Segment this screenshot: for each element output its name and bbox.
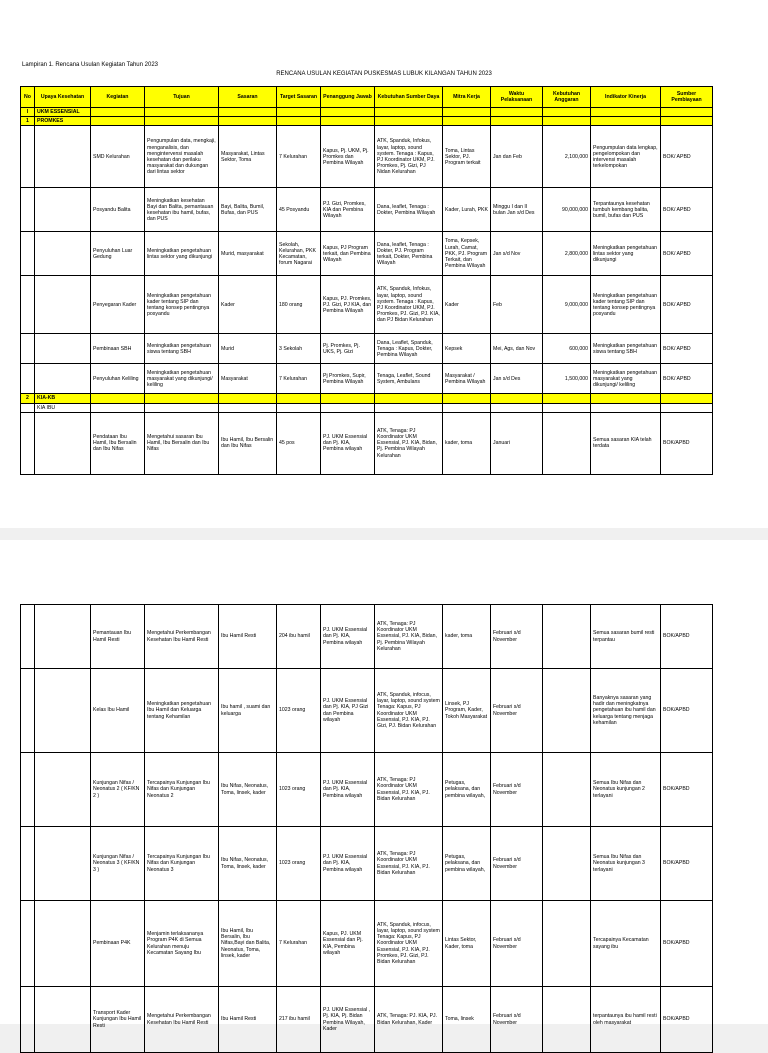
pj-cell: PJ. Gizi, Promkes, KIA dan Pembina Wilayah [321, 188, 375, 232]
sumber-cell: BOK/ APBD [661, 188, 713, 232]
sumber-cell: BOK/APBD [661, 412, 713, 474]
pj-cell: Kapus, PJ Program terkait, dan Pembina Wilayah [321, 232, 375, 276]
col-header: Target Sasaran [277, 87, 321, 108]
indikator-cell: Meningkatkan pengetahuan lintas sektor yang dikunjungi [591, 232, 661, 276]
empty-cell [491, 108, 543, 117]
table-row [21, 188, 713, 232]
empty-cell [543, 108, 591, 117]
sasaran-cell: Ibu Nifas, Neonatus, Toma, linsek, kader [219, 827, 277, 901]
no-cell [21, 669, 35, 753]
col-header: No [21, 87, 35, 108]
waktu-cell: Februari s/d November [491, 987, 543, 1053]
tujuan-cell: Meningkatkan pengetahuan masyarakat yang dikunjungi/ keliling [145, 364, 219, 394]
kegiatan-cell: Transport Kader Kunjungan Ibu Hamil Resti [91, 987, 145, 1053]
sasaran-cell: Ibu hamil , suami dan keluarga [219, 669, 277, 753]
activity-plan-table-continued [20, 604, 713, 1053]
waktu-cell: Februari s/d November [491, 827, 543, 901]
pj-cell: PJ. UKM Essensial dan Pj. KIA, Pembina wilayah [321, 827, 375, 901]
sumber-daya-cell: ATK, Spanduk, infocus, layar, laptop, sound system Tenaga: Kapus, PJ Koordinator UKM Essensial, PJ. KIA, PJ. Promkes, PJ. Gizi, PJ. Bidan Kelurahan [375, 901, 443, 987]
kegiatan-cell: Kunjungan Nifas / Neonatus 2 ( KF/KN 2 ) [91, 753, 145, 827]
empty-cell [443, 394, 491, 403]
kegiatan-cell: Pembinaan P4K [91, 901, 145, 987]
empty-cell [543, 117, 591, 126]
upaya-cell [35, 364, 91, 394]
waktu-cell: Feb [491, 276, 543, 334]
section-number: 2 [21, 394, 35, 403]
sumber-cell: BOK/ APBD [661, 232, 713, 276]
indikator-cell: Terpantaunya kesehatan tumbuh kembang balita, bumil, bufas dan PUS [591, 188, 661, 232]
empty-cell [661, 108, 713, 117]
kegiatan-cell: Penyuluhan Luar Gedung [91, 232, 145, 276]
pj-cell: PJ. UKM Essensial dan Pj. KIA, Pembina wilayah [321, 753, 375, 827]
anggaran-cell: 2,100,000 [543, 126, 591, 188]
upaya-cell [35, 126, 91, 188]
activity-plan-table [20, 86, 713, 475]
table-row [21, 901, 713, 987]
sumber-daya-cell: Dana, leaflet, Tenaga : Dokter, Pembina Wilayah [375, 188, 443, 232]
upaya-cell [35, 412, 91, 474]
anggaran-cell: 1,500,000 [543, 364, 591, 394]
sumber-cell: BOK/APBD [661, 605, 713, 669]
no-cell [21, 126, 35, 188]
empty-cell [21, 403, 35, 412]
empty-cell [91, 394, 145, 403]
anggaran-cell [543, 987, 591, 1053]
sumber-cell: BOK/APBD [661, 987, 713, 1053]
section-label: KIA IBU [35, 403, 91, 412]
table-row [21, 126, 713, 188]
sumber-daya-cell: ATK, Spanduk, infocus, layar, laptop, sound system Tenaga: Kapus, PJ Koordinator UKM Essensial, PJ. KIA, PJ. Gizi, PJ. Bidan Kelurahan [375, 669, 443, 753]
waktu-cell: Februari s/d November [491, 605, 543, 669]
empty-cell [543, 394, 591, 403]
empty-cell [321, 394, 375, 403]
section-row-kia-kb [21, 394, 713, 403]
document-title: RENCANA USULAN KEGIATAN PUSKESMAS LUBUK KILANGAN TAHUN 2023 [276, 71, 492, 77]
tujuan-cell: Tercapainya Kunjungan Ibu Nifas dan Kunjungan Neonatus 2 [145, 753, 219, 827]
empty-cell [277, 403, 321, 412]
empty-cell [443, 108, 491, 117]
sasaran-cell: Murid, masyarakat [219, 232, 277, 276]
empty-cell [145, 117, 219, 126]
waktu-cell: Mei, Ags, dan Nov [491, 334, 543, 364]
empty-cell [219, 403, 277, 412]
pj-cell: Pj. Promkes, Pj. UKS, Pj. Gizi [321, 334, 375, 364]
mitra-cell: Toma, Kepsek, Lurah, Camat, PKK, PJ. Program Terkait, dan Pembina Wilayah [443, 232, 491, 276]
section-label: KIA-KB [35, 394, 91, 403]
mitra-cell: Masyarakat / Pembina Wilayah [443, 364, 491, 394]
kegiatan-cell: Pemantauan Ibu Hamil Resti [91, 605, 145, 669]
no-cell [21, 364, 35, 394]
col-header: Mitra Kerja [443, 87, 491, 108]
anggaran-cell [543, 605, 591, 669]
waktu-cell: Februari s/d November [491, 669, 543, 753]
mitra-cell: Lintas Sektor, Kader, toma [443, 901, 491, 987]
sumber-daya-cell: ATK, Spanduk, Infokus, layar, laptop, sound system. Tenaga : Kapus, PJ Koordinator UKM, PJ. Promkes, Pj. Gizi, PJ Nidan Kelurahan [375, 126, 443, 188]
tujuan-cell: Meningkatkan pengetahuan Ibu Hamil dan Keluarga tentang Kehamilan [145, 669, 219, 753]
mitra-cell: kader, toma [443, 412, 491, 474]
empty-cell [145, 394, 219, 403]
tujuan-cell: Meningkatkan pengetahuan lintas sektor yang dikunjungi [145, 232, 219, 276]
empty-cell [91, 108, 145, 117]
sumber-daya-cell: Dana, Leaflet, Spanduk, Tenaga : Kapus, Dokter, Pembina Wilayah [375, 334, 443, 364]
sasaran-cell: Ibu Hamil, Ibu Bersalin dan Ibu Nifas [219, 412, 277, 474]
section-number: 1 [21, 117, 35, 126]
sumber-cell: BOK/APBD [661, 669, 713, 753]
pj-cell: Pj Promkes, Supir, Pembina Wilayah [321, 364, 375, 394]
upaya-cell [35, 827, 91, 901]
empty-cell [661, 394, 713, 403]
target-cell: 7 Kelurahan [277, 126, 321, 188]
no-cell [21, 987, 35, 1053]
pj-cell: PJ. UKM Essensial dan Pj. KIA, Pembina wilayah [321, 605, 375, 669]
empty-cell [375, 403, 443, 412]
no-cell [21, 232, 35, 276]
upaya-cell [35, 334, 91, 364]
table-row [21, 669, 713, 753]
empty-cell [591, 394, 661, 403]
tujuan-cell: Meningkatkan kesehatan Bayi dan Balita, pemantauan kesehatan ibu hamil, bufas, dan PUS [145, 188, 219, 232]
empty-cell [219, 394, 277, 403]
tujuan-cell: Tercapainya Kunjungan Ibu Nifas dan Kunjungan Neonatus 3 [145, 827, 219, 901]
table-row [21, 605, 713, 669]
target-cell: 1023 orang [277, 827, 321, 901]
no-cell [21, 827, 35, 901]
sasaran-cell: Masyarakat [219, 364, 277, 394]
col-header: Kegiatan [91, 87, 145, 108]
col-header: Penanggung Jawab [321, 87, 375, 108]
section-label: UKM ESSENSIAL [35, 108, 91, 117]
table-row [21, 232, 713, 276]
tujuan-cell: Meningkatkan pengetahuan kader tentang SIP dan tentang konsep pentingnya posyandu [145, 276, 219, 334]
sumber-cell: BOK/ APBD [661, 364, 713, 394]
indikator-cell: Semua Ibu Nifas dan Neonatus kunjungan 3 terlayani [591, 827, 661, 901]
indikator-cell: Semua Ibu Nifas dan Neonatus kunjungan 2 terlayani [591, 753, 661, 827]
target-cell: 204 ibu hamil [277, 605, 321, 669]
empty-cell [661, 117, 713, 126]
no-cell [21, 276, 35, 334]
col-header: Indikator Kinerja [591, 87, 661, 108]
sumber-daya-cell: ATK, Tenaga: PJ Koordinator UKM Essensial, PJ. KIA, Bidan, Pj. Pembina Wilayah Kelurahan [375, 605, 443, 669]
tujuan-cell: Menjamin terlaksananya Program P4K di Semua Kelurahan menuju Kecamatan Sayang Ibu [145, 901, 219, 987]
no-cell [21, 605, 35, 669]
sumber-daya-cell: Tenaga, Leaflet, Sound System, Ambulans [375, 364, 443, 394]
tujuan-cell: Mengetahui sasaran Ibu Hamil, Ibu Bersalin dan Ibu Nifas [145, 412, 219, 474]
target-cell: Sekolah, Kelurahan, PKK Kecamatan, forum Nagarai [277, 232, 321, 276]
sumber-cell: BOK/APBD [661, 753, 713, 827]
empty-cell [321, 108, 375, 117]
sumber-daya-cell: ATK, Spanduk, Infokus, layar, laptop, sound system. Tenaga : Kapus, PJ Koordinator UKM, PJ. Promkes, PJ. Gizi, PJ. KIA, dan PJ Bidan Kelurahan [375, 276, 443, 334]
document-caption: Lampiran 1. Rencana Usulan Kegiatan Tahun 2023 [22, 62, 158, 68]
waktu-cell: Minggu I dan II bulan Jan s/d Des [491, 188, 543, 232]
pj-cell: Kapus, PJ. Promkes, PJ. Gizi, PJ KIA, dan Pembina Wilayah [321, 276, 375, 334]
empty-cell [321, 117, 375, 126]
waktu-cell: Jan dan Feb [491, 126, 543, 188]
anggaran-cell [543, 827, 591, 901]
tujuan-cell: Mengetahui Perkembangan Kesehatan Ibu Hamil Resti [145, 605, 219, 669]
mitra-cell: Petugas, pelaksana, dan pembina wilayah, [443, 753, 491, 827]
upaya-cell [35, 188, 91, 232]
anggaran-cell: 9,000,000 [543, 276, 591, 334]
header-row [21, 87, 713, 108]
col-header: Tujuan [145, 87, 219, 108]
pj-cell: Kapus, Pj. UKM, Pj. Promkes dan Pembina Wilayah [321, 126, 375, 188]
col-header: Upaya Kesehatan [35, 87, 91, 108]
sumber-cell: BOK/ APBD [661, 126, 713, 188]
section-row-ukm-essensial [21, 108, 713, 117]
table-body-page-2 [21, 605, 713, 1053]
table-row [21, 987, 713, 1053]
mitra-cell: Toma, Lintas Sektor, PJ. Program terkait [443, 126, 491, 188]
table-row [21, 334, 713, 364]
waktu-cell: Februari s/d November [491, 753, 543, 827]
indikator-cell: Pengumpulan data lengkap, pengelompokan dan intervensi masalah terkelompokan [591, 126, 661, 188]
section-label: PROMKES [35, 117, 91, 126]
empty-cell [91, 403, 145, 412]
empty-cell [91, 117, 145, 126]
waktu-cell: Jan s/d Nov [491, 232, 543, 276]
mitra-cell: Kepsek [443, 334, 491, 364]
indikator-cell: Banyaknya sasaran yang hadir dan meningkatnya pengetahuan ibu hamil dan keluarga tentang menjaga kehamilan [591, 669, 661, 753]
indikator-cell: terpantaunya ibu hamil resti oleh masyarakat [591, 987, 661, 1053]
kegiatan-cell: Penyuluhan Keliling [91, 364, 145, 394]
empty-cell [277, 117, 321, 126]
empty-cell [543, 403, 591, 412]
sasaran-cell: Murid [219, 334, 277, 364]
empty-cell [661, 403, 713, 412]
anggaran-cell: 90,000,000 [543, 188, 591, 232]
col-header: Kebutuhan Sumber Daya [375, 87, 443, 108]
table-row [21, 276, 713, 334]
indikator-cell: Meningkatkan pengetahuan siswa tentang SBH [591, 334, 661, 364]
mitra-cell: Kader, Lurah, PKK [443, 188, 491, 232]
empty-cell [145, 403, 219, 412]
empty-cell [219, 117, 277, 126]
anggaran-cell [543, 753, 591, 827]
upaya-cell [35, 901, 91, 987]
kegiatan-cell: Penyegaran Kader [91, 276, 145, 334]
no-cell [21, 753, 35, 827]
section-row-kia-ibu [21, 403, 713, 412]
kegiatan-cell: Pendataan Ibu Hamil, Ibu Bersalin dan Ibu Nifas [91, 412, 145, 474]
anggaran-cell: 2,800,000 [543, 232, 591, 276]
target-cell: 3 Sekolah [277, 334, 321, 364]
empty-cell [277, 394, 321, 403]
empty-cell [375, 117, 443, 126]
mitra-cell: Linsek, PJ Program, Kader, Tokoh Masyarakat [443, 669, 491, 753]
table-row [21, 753, 713, 827]
sumber-cell: BOK/ APBD [661, 276, 713, 334]
sumber-daya-cell: ATK, Tenaga: PJ Koordinator UKM Essensial, PJ. KIA, Bidan, Pj. Pembina Wilayah Kelurahan [375, 412, 443, 474]
anggaran-cell [543, 901, 591, 987]
empty-cell [321, 403, 375, 412]
upaya-cell [35, 276, 91, 334]
pj-cell: Kapus, PJ. UKM Essensial dan Pj. KIA, Pembina wilayah [321, 901, 375, 987]
table-row [21, 827, 713, 901]
tujuan-cell: Meningkatkan pengetahuan siswa tentang SBH [145, 334, 219, 364]
empty-cell [277, 108, 321, 117]
upaya-cell [35, 669, 91, 753]
indikator-cell: Meningkatkan pengetahuan masyarakat yang dikunjungi/ keliling [591, 364, 661, 394]
mitra-cell: Toma, linsek [443, 987, 491, 1053]
tujuan-cell: Pengumpulan data, mengkaji, menganalisis, dan mengintervensi masalah kesehatan dan perilaku masyarakat dan dukungan dari lintas sektor [145, 126, 219, 188]
col-header: Waktu Pelaksanaan [491, 87, 543, 108]
empty-cell [375, 108, 443, 117]
sasaran-cell: Ibu Nifas, Neonatus, Toma, linsek, kader [219, 753, 277, 827]
no-cell [21, 412, 35, 474]
empty-cell [145, 108, 219, 117]
section-number: I [21, 108, 35, 117]
document-page-2 [0, 540, 768, 1032]
target-cell: 7 Kelurahan [277, 901, 321, 987]
no-cell [21, 188, 35, 232]
table-row [21, 364, 713, 394]
mitra-cell: Petugas, pelaksana, dan pembina wilayah, [443, 827, 491, 901]
target-cell: 180 orang [277, 276, 321, 334]
upaya-cell [35, 753, 91, 827]
target-cell: 1023 orang [277, 669, 321, 753]
indikator-cell: Tercapainya Kecamatan sayang ibu [591, 901, 661, 987]
empty-cell [591, 117, 661, 126]
pj-cell: PJ. UKM Essensial dan Pj. KIA, PJ Gizi dan Pembina wilayah [321, 669, 375, 753]
empty-cell [591, 108, 661, 117]
empty-cell [219, 108, 277, 117]
no-cell [21, 901, 35, 987]
waktu-cell: Jan s/d Des [491, 364, 543, 394]
anggaran-cell [543, 669, 591, 753]
upaya-cell [35, 605, 91, 669]
waktu-cell: Januari [491, 412, 543, 474]
sasaran-cell: Masyarakat, Lintas Sektor, Toma [219, 126, 277, 188]
col-header: Kebutuhan Anggaran [543, 87, 591, 108]
kegiatan-cell: Kelas Ibu Hamil [91, 669, 145, 753]
sumber-cell: BOK/ APBD [661, 334, 713, 364]
empty-cell [375, 394, 443, 403]
empty-cell [443, 117, 491, 126]
empty-cell [491, 403, 543, 412]
sumber-cell: BOK/APBD [661, 827, 713, 901]
sasaran-cell: Ibu Hamil, Ibu Bersalin, Ibu Nifas,Bayi dan Balita, Neonatus, Toma, linsek, kader [219, 901, 277, 987]
indikator-cell: Semua sasaran bumil resti terpantau [591, 605, 661, 669]
anggaran-cell: 600,000 [543, 334, 591, 364]
empty-cell [591, 403, 661, 412]
sasaran-cell: Ibu Hamil Resti [219, 987, 277, 1053]
waktu-cell: Februari s/d November [491, 901, 543, 987]
sumber-daya-cell: ATK, Tenaga: PJ Koordinator UKM Essensial, PJ. KIA, PJ. Bidan Kelurahan [375, 753, 443, 827]
sasaran-cell: Kader [219, 276, 277, 334]
upaya-cell [35, 232, 91, 276]
kegiatan-cell: Kunjungan Nifas / Neonatus 3 ( KF/KN 3 ) [91, 827, 145, 901]
table-row [21, 412, 713, 474]
kegiatan-cell: Posyandu Balita [91, 188, 145, 232]
sumber-daya-cell: ATK, Tenaga: PJ. KIA, PJ. Bidan Kelurahan, Kader [375, 987, 443, 1053]
col-header: Sumber Pembiayaan [661, 87, 713, 108]
upaya-cell [35, 987, 91, 1053]
indikator-cell: Semua sasaran KIA telah terdata [591, 412, 661, 474]
indikator-cell: Meningkatkan pengetahuan kader tentang SIP dan tentang konsep pentingnya posyandu [591, 276, 661, 334]
target-cell: 7 Kelurahan [277, 364, 321, 394]
target-cell: 45 Posyandu [277, 188, 321, 232]
section-row-promkes [21, 117, 713, 126]
no-cell [21, 334, 35, 364]
kegiatan-cell: Pembinaan SBH [91, 334, 145, 364]
empty-cell [443, 403, 491, 412]
sasaran-cell: Bayi, Balita, Bumil, Bufas, dan PUS [219, 188, 277, 232]
empty-cell [491, 117, 543, 126]
mitra-cell: Kader [443, 276, 491, 334]
empty-cell [491, 394, 543, 403]
kegiatan-cell: SMD Kelurahan [91, 126, 145, 188]
sasaran-cell: Ibu Hamil Resti [219, 605, 277, 669]
tujuan-cell: Mengetahui Perkembangan Kesehatan Ibu Hamil Resti [145, 987, 219, 1053]
target-cell: 1023 orang [277, 753, 321, 827]
target-cell: 217 ibu hamil [277, 987, 321, 1053]
target-cell: 45 pos [277, 412, 321, 474]
sumber-daya-cell: Dana, leaflet, Tenaga : Dokter, PJ. Program terkait, Dokter, Pembina Wilayah [375, 232, 443, 276]
col-header: Sasaran [219, 87, 277, 108]
table-body-page-1 [21, 108, 713, 475]
sumber-daya-cell: ATK, Tenaga: PJ Koordinator UKM Essensial, PJ. KIA, PJ. Bidan Kelurahan [375, 827, 443, 901]
mitra-cell: kader, toma [443, 605, 491, 669]
sumber-cell: BOK/APBD [661, 901, 713, 987]
anggaran-cell [543, 412, 591, 474]
pj-cell: PJ. UKM Essensial , Pj. KIA, Pj. Bidan Pembina Wilayah, Kader [321, 987, 375, 1053]
pj-cell: PJ. UKM Essensial dan Pj. KIA, Pembina wilayah [321, 412, 375, 474]
